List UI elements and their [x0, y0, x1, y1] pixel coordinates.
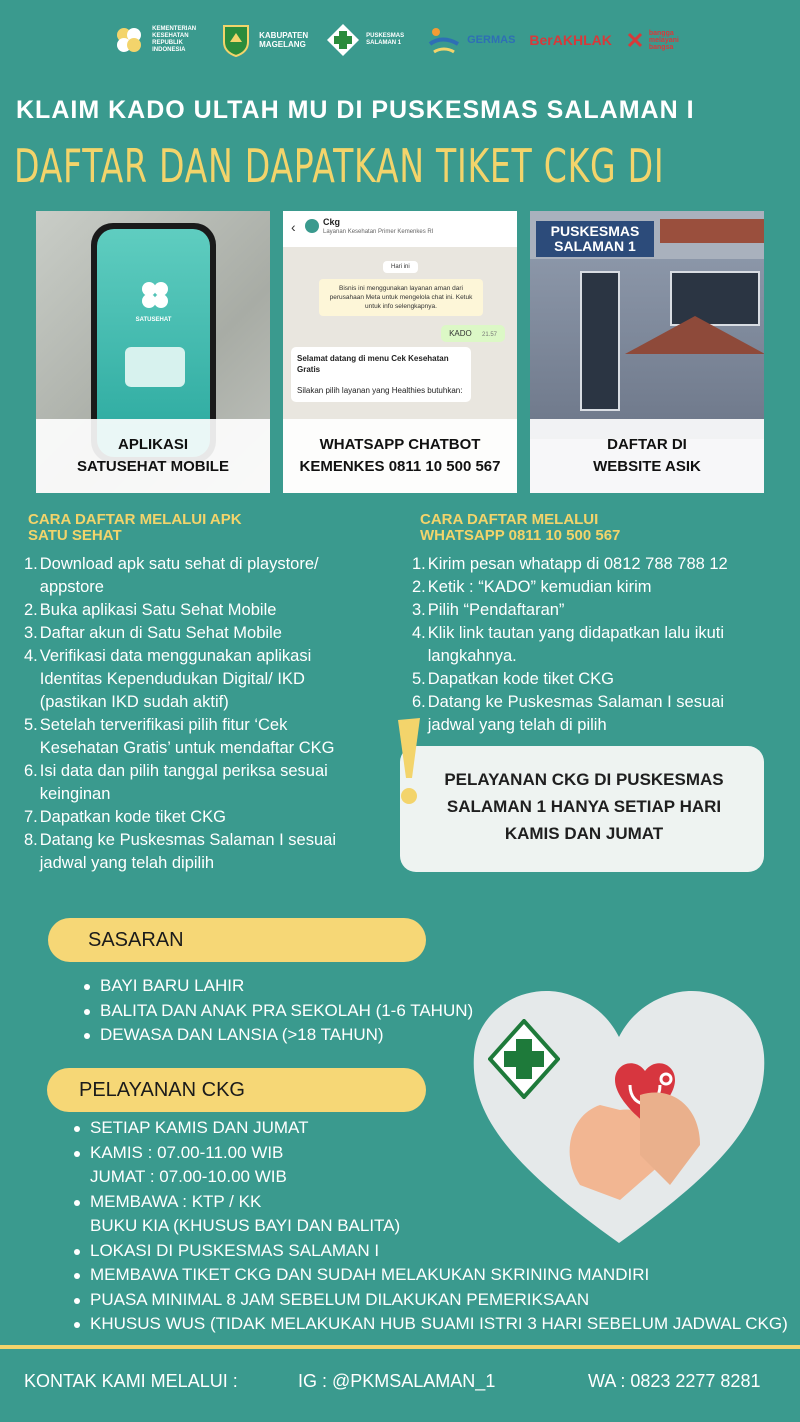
- wa-time: 21.57: [481, 332, 497, 338]
- website-caption: [530, 419, 764, 493]
- step-item: [412, 576, 792, 599]
- wa-steps-list: [412, 553, 792, 737]
- wa-title-line2: WHATSAPP 0811 10 500 567: [420, 527, 621, 544]
- wa-title: [420, 512, 620, 544]
- step-number: 6.: [412, 693, 426, 711]
- step-text: [426, 668, 614, 691]
- sasaran-title: SASARAN: [88, 928, 184, 951]
- step-line: Isi data dan pilih tanggal periksa sesuai: [39, 762, 328, 780]
- step-item: [412, 622, 792, 668]
- building-window: [580, 271, 620, 411]
- magelang-logo: [218, 22, 311, 58]
- germas-icon: [426, 22, 462, 58]
- satusehat-panel: [36, 211, 270, 493]
- wa-outgoing-bubble: [441, 325, 505, 342]
- instagram-handle: IG : @PKMSALAMAN_1: [298, 1371, 496, 1391]
- step-item: [412, 553, 792, 576]
- step-line: Buka aplikasi Satu Sehat Mobile: [39, 601, 277, 619]
- contact-label: KONTAK KAMI MELALUI :: [24, 1371, 238, 1391]
- pelayanan-item: SETIAP KAMIS DAN JUMAT: [68, 1116, 788, 1141]
- kemenkes-icon: [111, 22, 147, 58]
- pelayanan-item: JUMAT : 07.00-10.00 WIB: [90, 1167, 287, 1186]
- step-item: [24, 806, 384, 829]
- pelayanan-item: MEMBAWA TIKET CKG DAN SUDAH MELAKUKAN SKRINING MANDIRI: [68, 1263, 788, 1288]
- step-item: [412, 691, 792, 737]
- headline: KLAIM KADO ULTAH MU DI PUSKESMAS SALAMAN I: [16, 96, 695, 124]
- apk-title-line1: CARA DAFTAR MELALUI APK: [28, 511, 242, 528]
- step-item: [24, 829, 384, 875]
- step-text: [426, 691, 724, 737]
- step-line: Ketik : “KADO” kemudian kirim: [427, 578, 652, 596]
- caption-line2: WEBSITE ASIK: [593, 458, 701, 475]
- sasaran-pill: [48, 918, 426, 962]
- step-text: [38, 622, 282, 645]
- sasaran-item: BAYI BARU LAHIR: [78, 974, 473, 999]
- step-item: [24, 553, 384, 599]
- step-line: Kesehatan Gratis’ untuk mendaftar CKG: [39, 739, 335, 757]
- step-line: (pastikan IKD sudah aktif): [39, 693, 229, 711]
- step-text: [38, 553, 319, 599]
- whatsapp-panel: [283, 211, 517, 493]
- step-line: Identitas Kependudukan Digital/ IKD: [39, 670, 305, 688]
- step-number: 7.: [24, 808, 38, 826]
- sasaran-item: BALITA DAN ANAK PRA SEKOLAH (1-6 TAHUN): [78, 999, 473, 1024]
- sasaran-list: [78, 974, 473, 1048]
- step-line: Datang ke Puskesmas Salaman I sesuai: [427, 693, 725, 711]
- wa-incoming-line2: Silakan pilih layanan yang Healthies butuhkan:: [297, 386, 463, 395]
- building-sign: PUSKESMAS SALAMAN 1: [536, 221, 654, 257]
- whatsapp-caption: [283, 419, 517, 493]
- pelayanan-item: BUKU KIA (KHUSUS BAYI DAN BALITA): [90, 1216, 401, 1235]
- step-line: Datang ke Puskesmas Salaman I sesuai: [39, 831, 337, 849]
- kemenkes-label: KEMENTERIAN KESEHATAN REPUBLIK INDONESIA: [152, 26, 197, 53]
- step-text: [38, 829, 336, 875]
- bangga-logo: [626, 30, 689, 51]
- step-line: Daftar akun di Satu Sehat Mobile: [39, 624, 282, 642]
- step-item: [412, 599, 792, 622]
- caption-line1: WHATSAPP CHATBOT: [319, 436, 481, 453]
- step-text: [426, 599, 565, 622]
- wa-info-bubble: Bisnis ini menggunakan layanan aman dari perusahaan Meta untuk mengelola chat ini. Ketuk untuk info selengkapnya.: [319, 279, 483, 316]
- whatsapp-number: WA : 0823 2277 8281: [588, 1371, 761, 1391]
- puskesmas-badge-icon: [488, 1019, 560, 1099]
- back-icon: ‹: [291, 219, 296, 235]
- headline-large: DAFTAR DAN DAPATKAN TIKET CKG DI: [14, 139, 665, 193]
- kemenkes-logo: [111, 22, 204, 58]
- step-number: 5.: [24, 716, 38, 734]
- schedule-notice: [400, 746, 764, 872]
- exclamation-icon: [396, 716, 422, 810]
- step-line: appstore: [39, 578, 104, 596]
- apk-title: [28, 512, 242, 544]
- step-line: Verifikasi data menggunakan aplikasi: [39, 647, 312, 665]
- step-line: Dapatkan kode tiket CKG: [39, 808, 226, 826]
- step-number: 3.: [24, 624, 38, 642]
- step-text: [38, 645, 312, 714]
- bangga-label: bangga melayani bangsa: [648, 29, 679, 51]
- sasaran-item: DEWASA DAN LANSIA (>18 TAHUN): [78, 1023, 473, 1048]
- pelayanan-item: KHUSUS WUS (TIDAK MELAKUKAN HUB SUAMI ISTRI 3 HARI SEBELUM JADWAL CKG): [68, 1312, 788, 1337]
- wa-title-line1: CARA DAFTAR MELALUI: [420, 511, 599, 528]
- wa-day-label: Hari ini: [383, 261, 418, 273]
- step-line: Pilih “Pendaftaran”: [427, 601, 565, 619]
- magelang-label: KABUPATEN MAGELANG: [259, 31, 309, 49]
- puskesmas-logo: [325, 22, 412, 58]
- step-item: [24, 599, 384, 622]
- berakhlak-label: BerAKHLAK: [529, 32, 612, 48]
- step-item: [24, 645, 384, 714]
- step-text: [426, 553, 728, 576]
- website-panel: [530, 211, 764, 493]
- step-number: 2.: [412, 578, 426, 596]
- notice-line2: SALAMAN 1 HANYA SETIAP HARI: [446, 797, 722, 816]
- notice-line3: KAMIS DAN JUMAT: [504, 824, 664, 843]
- step-line: Setelah terverifikasi pilih fitur ‘Cek: [39, 716, 288, 734]
- step-number: 6.: [24, 762, 38, 780]
- step-number: 5.: [412, 670, 426, 688]
- apk-title-line2: SATU SEHAT: [28, 527, 122, 544]
- step-line: langkahnya.: [427, 647, 517, 665]
- apk-steps-list: [24, 553, 384, 875]
- caption-line1: DAFTAR DI: [607, 436, 687, 453]
- step-line: Download apk satu sehat di playstore/: [39, 555, 319, 573]
- germas-label: GERMAS: [467, 34, 516, 46]
- step-item: [24, 760, 384, 806]
- step-item: [24, 622, 384, 645]
- step-text: [38, 599, 277, 622]
- step-text: [38, 714, 335, 760]
- step-line: jadwal yang telah di pilih: [427, 716, 607, 734]
- step-number: 2.: [24, 601, 38, 619]
- pelayanan-item: MEMBAWA : KTP / KK: [68, 1190, 788, 1215]
- wa-contact-name: Ckg: [323, 217, 341, 227]
- step-text: [426, 622, 724, 668]
- wa-header: [283, 211, 517, 247]
- entrance-roof: [625, 316, 764, 354]
- app-illustration: [125, 347, 185, 387]
- step-text: [38, 760, 328, 806]
- wa-incoming-line1: Selamat datang di menu Cek Kesehatan Gratis: [297, 354, 449, 374]
- ckg-avatar-icon: [305, 219, 319, 233]
- caption-line1: APLIKASI: [117, 436, 188, 453]
- step-text: [426, 576, 652, 599]
- building-roof: [660, 219, 764, 243]
- step-number: 1.: [412, 555, 426, 573]
- step-text: [38, 806, 226, 829]
- step-number: 8.: [24, 831, 38, 849]
- satusehat-screen-label: SATUSEHAT: [135, 317, 172, 323]
- step-number: 4.: [24, 647, 38, 665]
- step-number: 3.: [412, 601, 426, 619]
- step-number: 1.: [24, 555, 38, 573]
- puskesmas-icon: [325, 22, 361, 58]
- step-line: Dapatkan kode tiket CKG: [427, 670, 614, 688]
- satusehat-logo-icon: [137, 277, 173, 313]
- berakhlak-logo: [529, 32, 611, 48]
- shield-icon: [218, 22, 254, 58]
- wa-incoming-bubble: [291, 347, 471, 402]
- footer-divider: [0, 1345, 800, 1349]
- step-line: Klik link tautan yang didapatkan lalu ikuti: [427, 624, 725, 642]
- pelayanan-pill: [47, 1068, 426, 1112]
- caption-line2: KEMENKES 0811 10 500 567: [299, 458, 501, 475]
- step-line: jadwal yang telah dipilih: [39, 854, 215, 872]
- bangga-icon: [626, 31, 644, 49]
- wa-contact-subtitle: Layanan Kesehatan Primer Kemenkes RI: [323, 229, 434, 235]
- notice-line1: PELAYANAN CKG DI PUSKESMAS: [444, 770, 724, 789]
- germas-logo: [426, 22, 515, 58]
- step-line: keinginan: [39, 785, 111, 803]
- pelayanan-title: PELAYANAN CKG: [79, 1078, 245, 1101]
- satusehat-caption: [36, 419, 270, 493]
- caption-line2: SATUSEHAT MOBILE: [77, 458, 229, 475]
- pelayanan-item: PUASA MINIMAL 8 JAM SEBELUM DILAKUKAN PEMERIKSAAN: [68, 1288, 788, 1313]
- pelayanan-item: LOKASI DI PUSKESMAS SALAMAN I: [68, 1239, 788, 1264]
- wa-outgoing-text: KADO: [449, 329, 472, 338]
- step-line: Kirim pesan whatapp di 0812 788 788 12: [427, 555, 728, 573]
- pelayanan-item: KAMIS : 07.00-11.00 WIB: [68, 1141, 788, 1166]
- puskesmas-label: PUSKESMAS SALAMAN 1: [366, 33, 405, 46]
- step-number: 4.: [412, 624, 426, 642]
- logo-bar: [0, 14, 800, 66]
- step-item: [24, 714, 384, 760]
- step-item: [412, 668, 792, 691]
